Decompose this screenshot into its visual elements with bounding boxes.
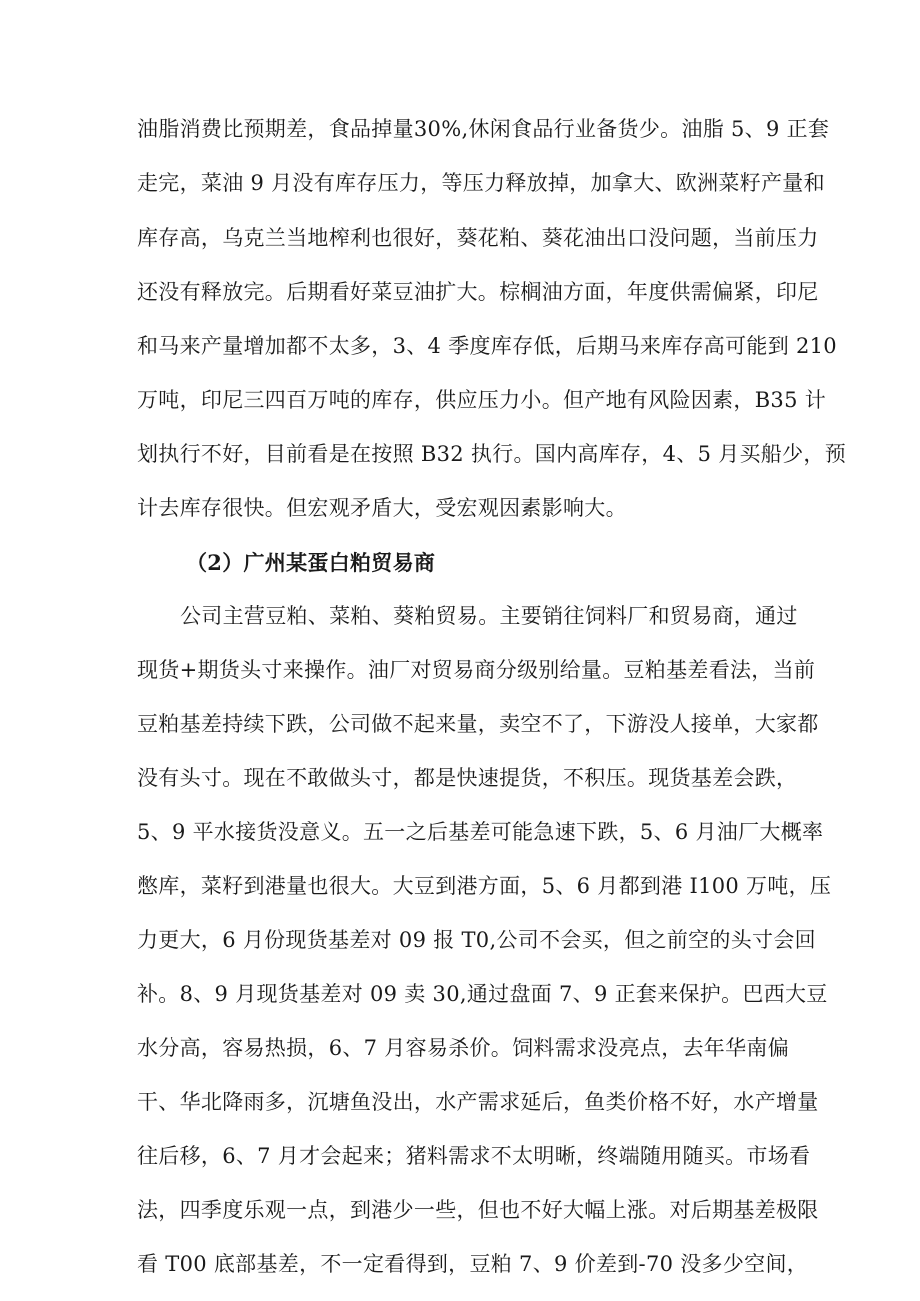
paragraph-1-line-1: 油脂消费比预期差，食品掉量30%,休闲食品行业备货少。油脂 5、9 正套: [137, 117, 830, 141]
paragraph-2-line-7: 力更大，6 月份现货基差对 09 报 T0,公司不会买，但之前空的头寸会回: [137, 928, 816, 952]
paragraph-1-line-4: 还没有释放完。后期看好菜豆油扩大。棕榈油方面，年度供需偏紧，印尼: [137, 280, 819, 304]
section-heading: （2）广州某蛋白粕贸易商: [186, 550, 436, 575]
paragraph-2-line-3: 豆粕基差持续下跌，公司做不起来量，卖空不了，下游没人接单，大家都: [137, 712, 819, 736]
paragraph-2-line-10: 干、华北降雨多，沉塘鱼没出，水产需求延后，鱼类价格不好，水产增量: [137, 1090, 819, 1114]
paragraph-2-line-8: 补。8、9 月现货基差对 09 卖 30,通过盘面 7、9 正套来保护。巴西大豆: [137, 982, 828, 1006]
paragraph-2-line-6: 憋库，菜籽到港量也很大。大豆到港方面，5、6 月都到港 I100 万吨，压: [137, 874, 832, 898]
paragraph-2-line-2: 现货+期货头寸来操作。油厂对贸易商分级别给量。豆粕基差看法，当前: [137, 658, 816, 682]
paragraph-1-line-5: 和马来产量增加都不太多，3、4 季度库存低，后期马来库存高可能到 210: [137, 334, 837, 358]
paragraph-2-line-13: 看 T00 底部基差，不一定看得到，豆粕 7、9 价差到-70 没多少空间，: [137, 1252, 809, 1276]
paragraph-2-line-5: 5、9 平水接货没意义。五一之后基差可能急速下跌，5、6 月油厂大概率: [137, 820, 824, 844]
paragraph-2-line-9: 水分高，容易热损，6、7 月容易杀价。饲料需求没亮点，去年华南偏: [137, 1036, 789, 1060]
paragraph-1-line-7: 划执行不好，目前看是在按照 B32 执行。国内高库存，4、5 月买船少，预: [137, 442, 846, 466]
paragraph-1-line-3: 库存高，乌克兰当地榨利也很好，葵花粕、葵花油出口没问题，当前压力: [137, 226, 819, 250]
paragraph-1-line-6: 万吨，印尼三四百万吨的库存，供应压力小。但产地有风险因素，B35 计: [137, 388, 827, 412]
paragraph-1-line-2: 走完，菜油 9 月没有库存压力，等压力释放掉，加拿大、欧洲菜籽产量和: [137, 171, 825, 195]
paragraph-2-line-11: 往后移，6、7 月才会起来；猪料需求不太明晰，终端随用随买。市场看: [137, 1144, 811, 1168]
paragraph-2-line-1: 公司主营豆粕、菜粕、葵粕贸易。主要销往饲料厂和贸易商，通过: [180, 604, 798, 628]
paragraph-2-line-4: 没有头寸。现在不敢做头寸，都是快速提货，不积压。现货基差会跌，: [137, 766, 798, 790]
paragraph-1-line-8: 计去库存很快。但宏观矛盾大，受宏观因素影响大。: [137, 496, 627, 520]
paragraph-2-line-12: 法，四季度乐观一点，到港少一些，但也不好大幅上涨。对后期基差极限: [137, 1198, 819, 1222]
